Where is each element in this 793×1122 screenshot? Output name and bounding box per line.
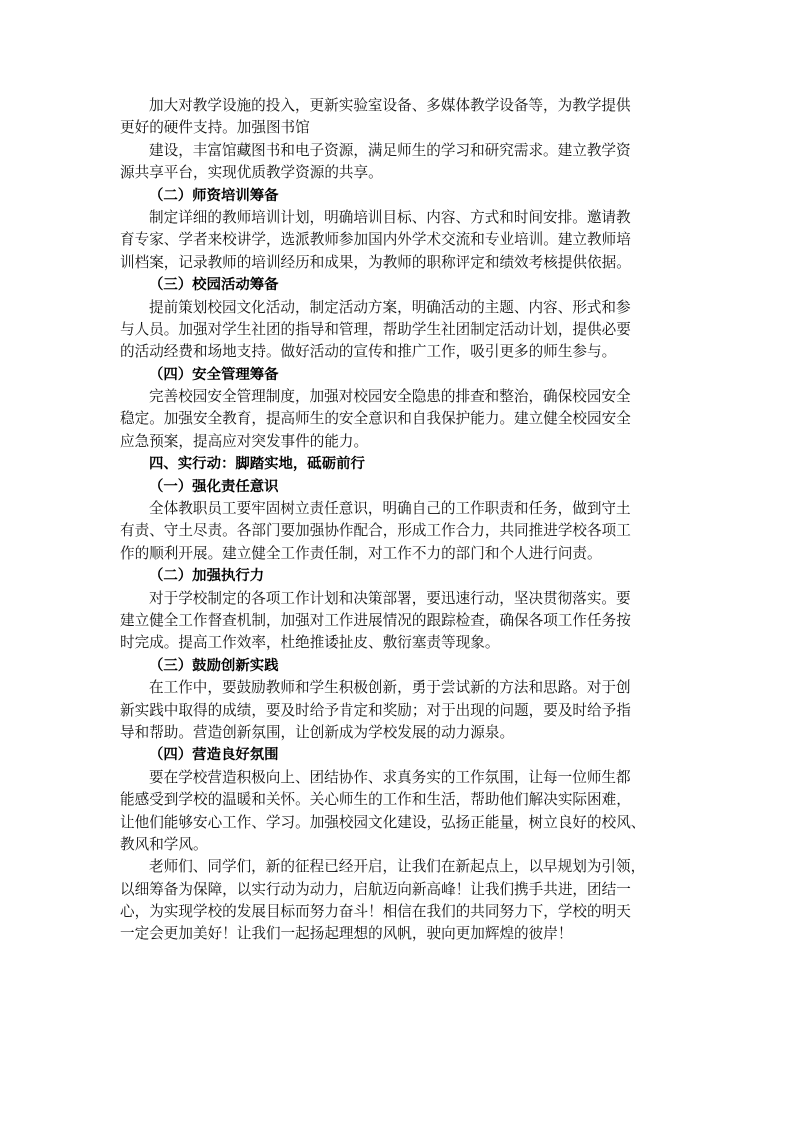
paragraph-line: 老师们、同学们，新的征程已经开启，让我们在新起点上，以早规划为引领，	[149, 858, 646, 876]
paragraph-line: 制定详细的教师培训计划，明确培训目标、内容、方式和时间安排。邀请教	[149, 208, 631, 226]
paragraph-line: 对于学校制定的各项工作计划和决策部署，要迅速行动，坚决贯彻落实。要	[149, 589, 631, 607]
section-heading: （一）强化责任意识	[149, 478, 279, 495]
paragraph-line: 导和帮助。营造创新氛围，让创新成为学校发展的动力源泉。	[120, 723, 515, 741]
section-heading: （三）校园活动筹备	[149, 277, 279, 294]
paragraph-line: 更好的硬件支持。加强图书馆	[120, 119, 310, 137]
paragraph-line: 心，为实现学校的发展目标而努力奋斗！相信在我们的共同努力下，学校的明天	[120, 903, 631, 921]
paragraph-line: 在工作中，要鼓励教师和学生积极创新，勇于尝试新的方法和思路。对于创	[149, 679, 631, 697]
paragraph-line: 建立健全工作督查机制，加强对工作进展情况的跟踪检查，确保各项工作任务按	[120, 611, 631, 629]
section-heading: 四、实行动：脚踏实地，砥砺前行	[149, 456, 365, 473]
paragraph-line: 能感受到学校的温暖和关怀。关心师生的工作和生活，帮助他们解决实际困难，	[120, 791, 631, 809]
paragraph-line: 提前策划校园文化活动，制定活动方案，明确活动的主题、内容、形式和参	[149, 298, 631, 316]
paragraph-line: 加大对教学设施的投入，更新实验室设备、多媒体教学设备等，为教学提供	[149, 97, 631, 114]
paragraph-line: 育专家、学者来校讲学，选派教师参加国内外学术交流和专业培训。建立教师培	[120, 231, 631, 249]
section-heading: （四）营造良好氛围	[149, 747, 279, 764]
paragraph-line: 的活动经费和场地支持。做好活动的宣传和推广工作，吸引更多的师生参与。	[120, 343, 617, 361]
section-heading: （三）鼓励创新实践	[149, 657, 279, 674]
paragraph-line: 时完成。提高工作效率，杜绝推诿扯皮、敷衍塞责等现象。	[120, 634, 500, 652]
paragraph-line: 让他们能够安心工作、学习。加强校园文化建设，弘扬正能量，树立良好的校风、	[120, 813, 646, 831]
paragraph-line: 有责、守土尽责。各部门要加强协作配合，形成工作合力，共同推进学校各项工	[120, 522, 631, 540]
paragraph-line: 完善校园安全管理制度，加强对校园安全隐患的排查和整治，确保校园安全	[149, 388, 631, 406]
document-body	[120, 95, 676, 946]
paragraph-line: 训档案，记录教师的培训经历和成果，为教师的职称评定和绩效考核提供依据。	[120, 253, 631, 271]
paragraph-line: 作的顺利开展。建立健全工作责任制，对工作不力的部门和个人进行问责。	[120, 544, 602, 562]
paragraph-line: 新实践中取得的成绩，要及时给予肯定和奖励；对于出现的问题，要及时给予指	[120, 701, 631, 719]
paragraph-line: 与人员。加强对学生社团的指导和管理，帮助学生社团制定活动计划，提供必要	[120, 320, 631, 338]
paragraph-line: 要在学校营造积极向上、团结协作、求真务实的工作氛围，让每一位师生都	[149, 768, 631, 786]
section-heading: （四）安全管理筹备	[149, 366, 279, 383]
section-heading: （二）师资培训筹备	[149, 187, 279, 204]
paragraph-line: 一定会更加美好！让我们一起扬起理想的风帆，驶向更加辉煌的彼岸！	[120, 925, 573, 943]
paragraph-line: 应急预案，提高应对突发事件的能力。	[120, 432, 369, 450]
section-heading: （二）加强执行力	[149, 568, 265, 585]
paragraph-line: 建设，丰富馆藏图书和电子资源，满足师生的学习和研究需求。建立教学资	[149, 141, 631, 159]
paragraph-line: 源共享平台，实现优质教学资源的共享。	[120, 164, 383, 182]
paragraph-line: 以细筹备为保障，以实行动为动力，启航迈向新高峰！让我们携手共进，团结一	[120, 880, 631, 898]
paragraph-line: 教风和学风。	[120, 835, 208, 853]
paragraph-line: 稳定。加强安全教育，提高师生的安全意识和自我保护能力。建立健全校园安全	[120, 410, 631, 428]
paragraph-line: 全体教职员工要牢固树立责任意识，明确自己的工作职责和任务，做到守土	[149, 500, 631, 518]
